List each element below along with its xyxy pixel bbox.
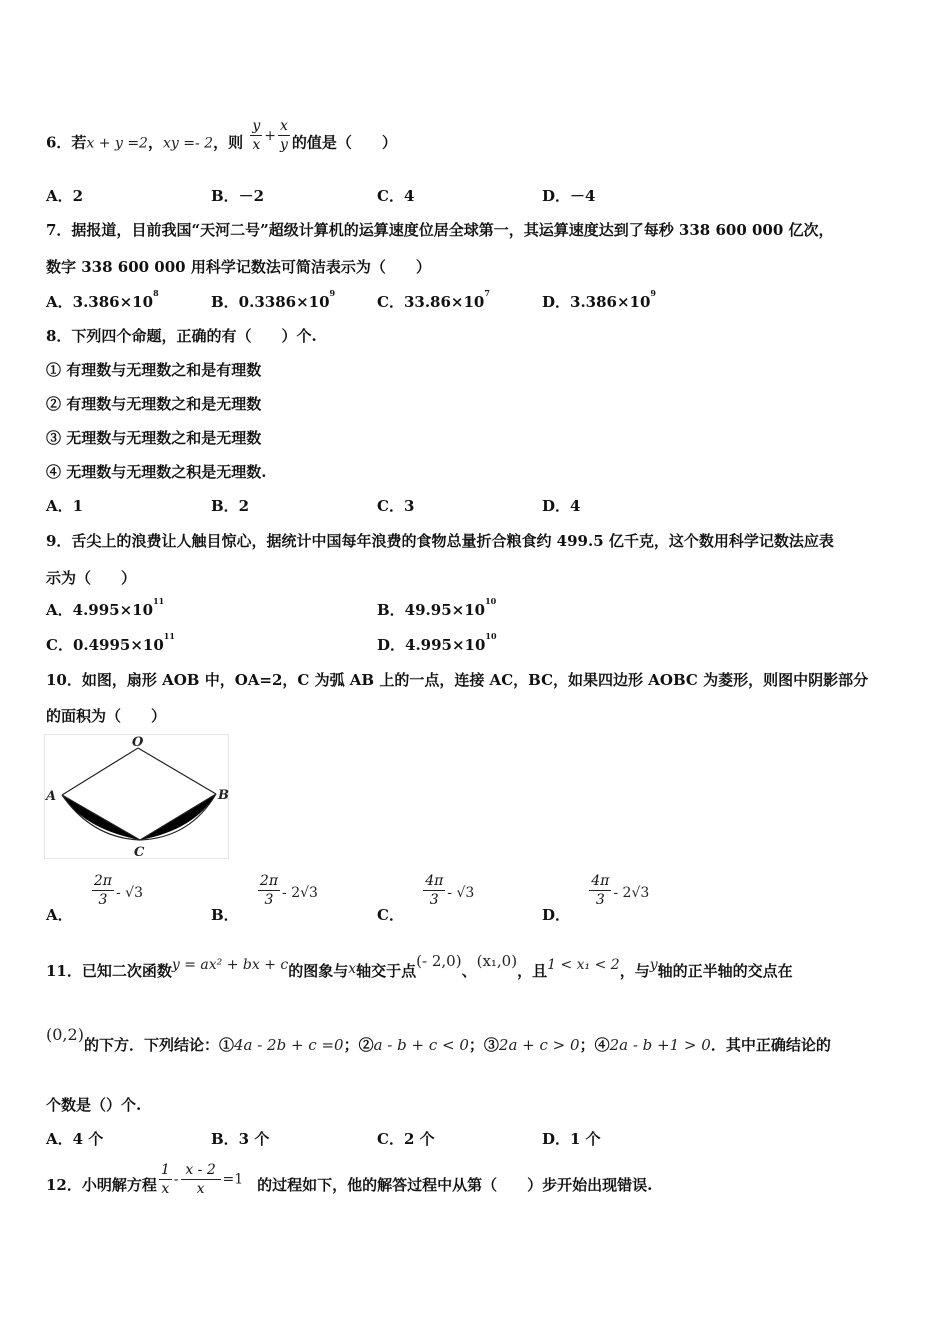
q8-item-4: ④ 无理数与无理数之积是无理数. xyxy=(46,463,267,481)
q7-stem-line-1: 7．据报道，目前我国“天河二号”超级计算机的运算速度位居全球第一，其运算速度达到了每秒 338 600 000 亿次， xyxy=(46,221,834,239)
q11-option-d: D．1 个 xyxy=(542,1130,601,1148)
q8-option-a: A．1 xyxy=(46,497,84,515)
q11-stem-line-3: 个数是（）个. xyxy=(46,1096,142,1114)
q7-option-d: D．$3.386\times 10^9$ xyxy=(542,288,656,311)
q7-stem-line-2: 数字 338 600 000 用科学记数法可简洁表示为（ ） xyxy=(46,258,431,276)
q6-prefix: 6．若 xyxy=(46,133,87,152)
q6-condition-1: x + y =2 xyxy=(86,135,148,152)
q12-stem: 12．小明解方程 $\frac{1}{x}$ - $\frac{x - 2}{x}$ =1 的过程如下，他的解答过程中从第（ ）步开始出现错误. xyxy=(46,1162,653,1197)
q8-option-b: B．2 xyxy=(211,497,250,515)
q7-option-b: B．$0.3386\times 10^9$ xyxy=(211,288,336,311)
q10-option-b: B． $\frac{2\pi}{3}$ - 2√3 xyxy=(211,873,318,924)
q11-stem-line-2: (0,2)的下方．下列结论：①4a - 2b + c =0；②a - b + c < 0；③2a + c > 0；④2a - b +1 > 0．其中正确结论的 xyxy=(46,1025,831,1054)
q10-option-a: A． $\frac{2\pi}{3}$ - √3 xyxy=(46,873,143,924)
q6-fraction-2: $\frac{x}{y}$ xyxy=(279,118,288,153)
q6-condition-2: xy =- 2 xyxy=(162,135,214,152)
label-o: O xyxy=(132,735,144,750)
q7-option-c: C．$33.86\times 10^7$ xyxy=(377,288,490,311)
q11-option-c: C．2 个 xyxy=(377,1130,435,1148)
sector-figure xyxy=(44,734,230,860)
q10-option-c: C． $\frac{4\pi}{3}$ - √3 xyxy=(377,873,475,924)
q9-option-b: B．$49.95\times 10^{10}$ xyxy=(377,596,497,619)
q6-separator: ， xyxy=(147,133,163,152)
q10-option-d: D． $\frac{4\pi}{3}$ - 2√3 xyxy=(542,873,650,924)
q6-option-b: B．－2 xyxy=(211,187,265,205)
q6-plus: + xyxy=(264,127,276,144)
q10-stem-line-1: 10．如图，扇形 AOB 中，OA=2，C 为弧 AB 上的一点，连接 AC，BC，如果四边形 AOBC 为菱形，则图中阴影部分 xyxy=(46,671,869,689)
q9-stem-line-1: 9．舌尖上的浪费让人触目惊心，据统计中国每年浪费的食物总量折合粮食约 499.5 亿千克，这个数用科学记数法应表 xyxy=(46,532,834,550)
q6-then: ，则 xyxy=(213,133,244,152)
q6-option-a: A．2 xyxy=(46,187,84,205)
label-b: B xyxy=(218,788,229,803)
q8-option-c: C．3 xyxy=(377,497,415,515)
q6-fraction-1: $\frac{y}{x}$ xyxy=(252,118,261,153)
q6-option-c: C．4 xyxy=(377,187,415,205)
q6-suffix: 的值是（ ） xyxy=(291,133,397,152)
q8-item-3: ③ 无理数与无理数之和是无理数 xyxy=(46,429,262,447)
label-c: C xyxy=(134,845,145,860)
q11-stem-line-1: 11．已知二次函数y = ax² + bx + c的图象与x轴交于点(- 2,0)、(x₁,0)，且1 < x₁ < 2，与y轴的正半轴的交点在 xyxy=(46,952,793,980)
q10-stem-line-2: 的面积为（ ） xyxy=(46,707,167,725)
q11-option-a: A．4 个 xyxy=(46,1130,104,1148)
label-a: A xyxy=(46,789,57,804)
q8-stem: 8．下列四个命题，正确的有（ ）个. xyxy=(46,327,317,345)
q8-item-1: ① 有理数与无理数之和是有理数 xyxy=(46,361,262,379)
q6-stem xyxy=(46,118,397,161)
q9-option-c: C．$0.4995\times 10^{11}$ xyxy=(46,631,175,654)
q11-option-b: B．3 个 xyxy=(211,1130,270,1148)
q9-stem-line-2: 示为（ ） xyxy=(46,569,137,587)
q8-option-d: D．4 xyxy=(542,497,581,515)
q9-option-a: A．$4.995\times 10^{11}$ xyxy=(46,596,165,619)
q6-option-d: D．－4 xyxy=(542,187,596,205)
q9-option-d: D．$4.995\times 10^{10}$ xyxy=(377,631,497,654)
q8-item-2: ② 有理数与无理数之和是无理数 xyxy=(46,395,262,413)
q7-option-a: A．$3.386\times 10^8$ xyxy=(46,288,159,311)
